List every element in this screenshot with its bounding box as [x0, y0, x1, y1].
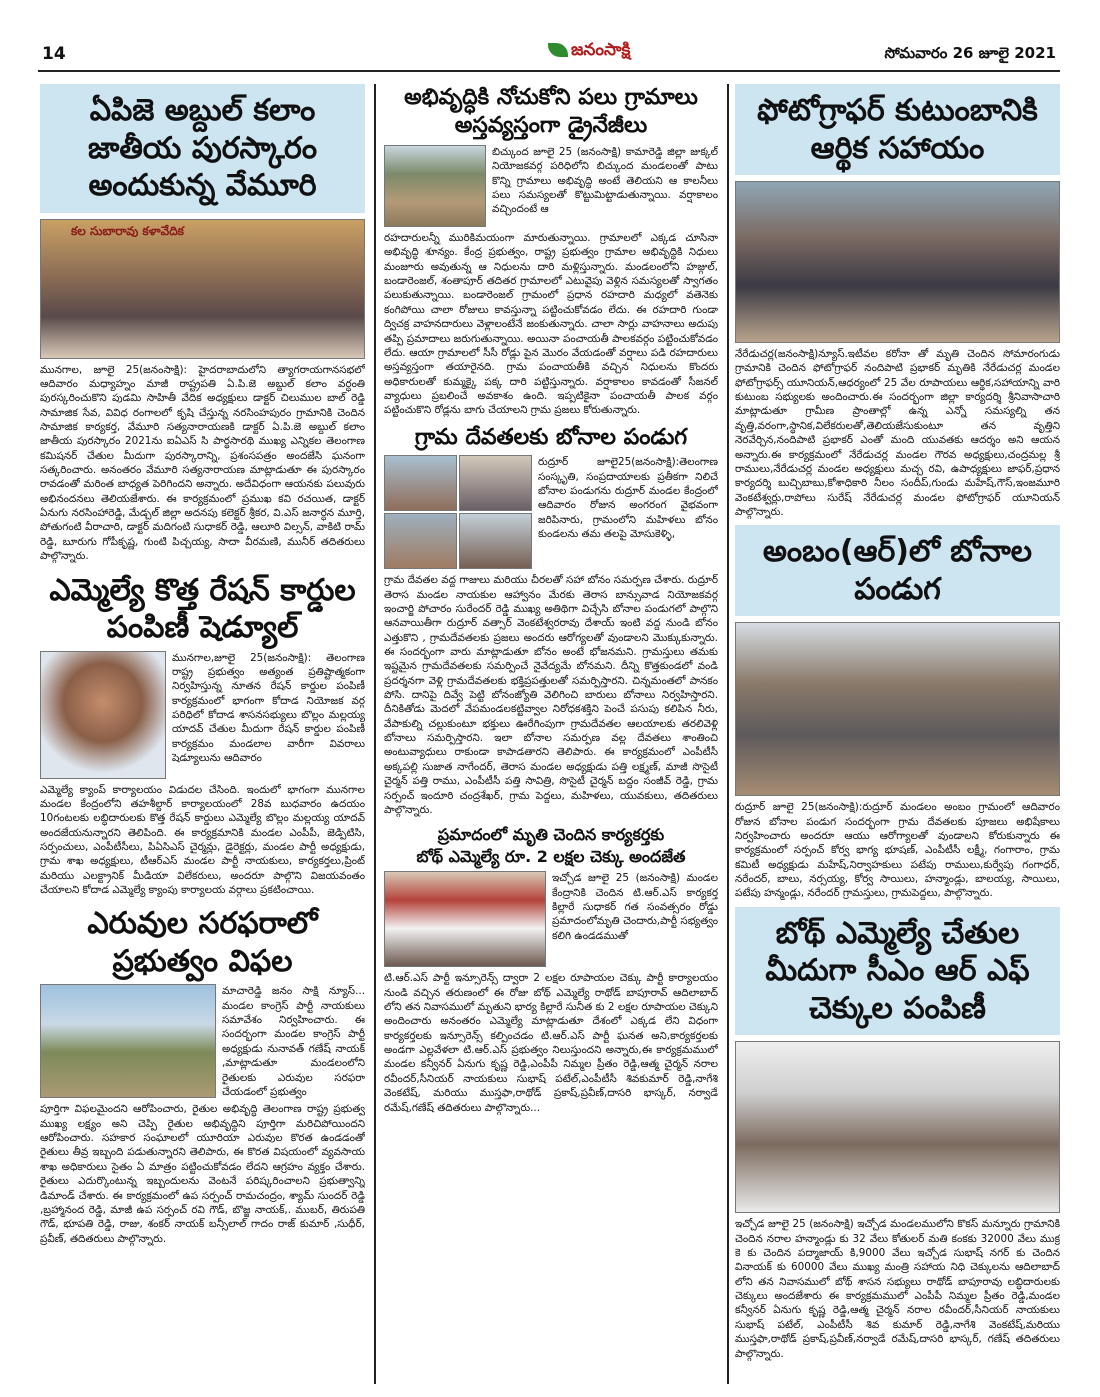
column-divider — [374, 84, 376, 1384]
headline-accident-cheque-1: ప్రమాదంలో మృతి చెందిన కార్యకర్తకు — [437, 825, 665, 845]
column-divider — [727, 84, 729, 1384]
headline-kalam-award: ఏపిజె అబ్దుల్ కలాం జాతీయ పురస్కారం అందుకున్న వేమూరి — [40, 84, 365, 213]
article-accident-cheque-intro: ఇచ్చోడ జూలై 25 (జనంసాక్షి) మండల కేంద్రానికి చెందిన టి.ఆర్.ఎస్ కార్యకర్త కిల్లారే సుధాకర్ గత సంవత్సరం రోడ్డు ప్రమాదంలోమృతి చెందారు,పార్టీ సభ్యత్వం కలిగి ఉండడముతో — [552, 872, 718, 942]
column-right — [735, 84, 1060, 1389]
masthead-title: జనంసాక్షి — [571, 40, 631, 60]
article-kalam-award: మునగాల, జూలై 25(జనంసాక్షి): హైదరాబాదులోని త్యాగరాయగానసభలో ఆదివారం మధ్యాహ్నం మాజీ రాష్ట్రపతి ఏ.పి.జె అబ్దుల్ కలాం వర్ధంతి పురస్కరించుకొని పుడమి సాహితీ వేదిక అధ్యక్షులు డాక్టర్ చిలుముల బాల్ రెడ్డి సామాజిక సేవ, వివిధ రంగాలలో కృషి చేస్తున్న నరసింహపురం గ్రామానికి చెందిన సామాజిక కార్యకర్త, వేమూరి సత్యనారాయణకి డాక్టర్ ఏ.పి.జె అబ్దుల్ కలాం జాతీయ పురస్కారం 2021ను ఐఏఎస్ సి పార్థసారథి ముఖ్య ఎన్నికల తెలంగాణ కమిషనర్ చేతుల మీదుగా పురస్కారాన్ని, ప్రశంసపత్రం అందజేసి ఘనంగా సత్కరించారు. అనంతరం వేమూరి సత్యనారాయణ మాట్లాడుతూ ఈ పురస్కారం రావడంతో మరింత బాధ్యత పెరిగిందని అన్నారు. అదేవిధంగా ఆయనకు పలువురు అభినందనలు తెలియజేశారు. ఈ కార్యక్రమంలో ప్రముఖ కవి రచయిత, డాక్టర్ ఏనుగు నరసింహారెడ్డి, మేడ్చల్ జిల్లా అదనపు కలెక్టర్ శ్రీకర, వి.ఎస్ జనార్ధన మూర్తి, పోతుగంటి వీరాచారి, డాక్టర్ మదిగంటి సుధాకర్ రెడ్డి, ఆలూరి విల్సన్, వాకిటి రామ్ రెడ్డి, బూరుగు గోపీకృష్ణ, గుంటి పిచ్చయ్య, సాదా వీరమణి, మునీర్ తదితరులు పాల్గొన్నారు. — [40, 363, 365, 563]
photo-congress-meeting — [40, 984, 216, 1098]
headline-accident-cheque-2: బోథ్ ఎమ్మెల్యే రూ. 2 లక్షల చెక్కు అందజేత — [416, 847, 686, 867]
photo-bonalu-2 — [459, 455, 532, 511]
article-ambam-bonalu: రుద్రూర్ జూలై 25(జనంసాక్షి):రుద్రూర్ మండలం అంబం గ్రామంలో ఆదివారం రోజున బోనాల పండుగ సందర్భంగా గ్రామ దేవతలకు పూజలు అభిషేకాలు నిర్వహించారు అందరూ ఆయు ఆరోగ్యాలతో వుండాలని కోరుకున్నారు ఈ కార్యక్రమంలో సర్పంచ్ కోర్వ భాగ్య భూషణ్, ఎంపీటీసీ లక్ష్మీ, గంగారాం, గ్రామ కమిటీ అధ్యక్షుడు మహేష్,నిర్వాహకులు పటేపు రాములు,కుర్వేపు గంగాధర్, నరేందర్, బాలు, నర్సయ్య, కోర్వ సాయిలు, హన్మాండ్లు, బాలయ్య, సాయిలు, పటేపు హన్మండ్లు, నరేందర్ గ్రామస్తులు, గ్రామపెద్దలు, పాల్గొన్నారు. — [735, 801, 1060, 900]
photo-cmrf-cheques — [735, 1041, 1060, 1213]
page-date: సోమవారం 26 జూలై 2021 — [884, 44, 1056, 62]
article-fertilizer: పూర్తిగా విఫలమైందని ఆరోపించారు, రైతుల అభివృద్ధి తెలంగాణ రాష్ట్ర ప్రభుత్వ ముఖ్య లక్ష్యం అని చెప్పి రైతుల అభివృద్ధిని పూర్తిగా మరిచిపోయిందని ఆరోపించారు. సహకార సంఘాలలో యూరియా ఎరువుల కొరత ఉండడంతో రైతులు తీవ్ర ఇబ్బంది పడుతున్నారని తెలిపారు, ఈ కొరత విషయంలో వ్యవసాయ శాఖ అధికారులు సైతం ఏ మాత్రం పట్టించుకోవడం లేదని ఆగ్రహం వ్యక్తం చేశారు. రైతులు ఎదుర్కొంటున్న ఇబ్బందులను వెంటనే పరిష్కరించాలని ప్రభుత్వాన్ని డిమాండ్ చేశారు. ఈ కార్యక్రమంలో ఉప సర్పంచ్ రామచంద్రం, శ్యామ్ సుందర్ రెడ్డి ,బ్రహ్మానంద రెడ్డి, మాజీ ఉప సర్పంచ్ రవి గౌడ్, బొజ్జ నాయక్,. ముబర్, తిరుపతి గౌడ్, భూపతి రెడ్డి, రాజు, శంకర్ నాయక్ బన్సీలాల్ గాదం రాజ్ కుమార్ ,సుధీర్, ప్రవీణ్, తదితరులు పాల్గొన్నారు. — [40, 1103, 365, 1245]
column-middle — [384, 84, 718, 1389]
photo-bonalu-3 — [384, 513, 457, 569]
column-left — [40, 84, 365, 1389]
headline-cmrf-cheques: బోథ్ ఎమ్మెల్యే చేతుల మీదుగా సీఎం ఆర్ ఎఫ్ చెక్కుల పంపిణీ — [735, 907, 1060, 1036]
headline-ration-cards: ఎమ్మెల్యే కొత్త రేషన్ కార్డుల పంపిణీ షెడ్యూల్ — [49, 572, 356, 646]
article-ration-cards-intro: మునగాల,జూలై 25(జనంసాక్షి): తెలంగాణ రాష్ట్ర ప్రభుత్వం అత్యంత ప్రతిష్టాత్మకంగా నిర్వహిస్తున్న నూతన రేషన్ కార్డుల పంపిణీ కార్యక్రమంలో భాగంగా కోదాడ నియోజక వర్గ పరిధిలో కోదాడ శాసనసభ్యులు బొల్లం మల్లయ్య యాదవ్ చేతుల మీదుగా రేషన్ కార్డుల పంపిణీ కార్యక్రమం మండలాల వారీగా వివరాలు షెడ్యూలును ఆదివారం — [172, 651, 365, 765]
headline-fertilizer-supply: ఎరువుల సరఫరాలో ప్రభుత్వం విఫల — [87, 906, 318, 979]
leaf-logo-icon — [548, 43, 568, 57]
page-header — [38, 40, 1060, 72]
photo-bonalu-1 — [384, 455, 457, 511]
article-ration-cards: ఎమ్మెల్యే క్యాంప్ కార్యాలయం విడుదల చేసింది. ఇందులో భాగంగా మునగాల మండల కేంద్రంలోని తహశీల్దార్ కార్యాలయంలో 28వ బుధవారం ఉదయం 10గంటలకు లబ్ధిదారులకు కొత్త రేషన్ కార్డులు ఎమ్మెల్యే బొల్లం మల్లయ్య యాదవ్ అందజేయనున్నారని తెలిపింది. ఈ కార్యక్రమానికి మండల ఎంపీపీ, జెడ్పిటిసి, సర్పంచులు, ఎంపీటీసీలు, పిఏసిఎస్ చైర్మన్లు, డైరెక్టర్లు, మండల పార్టీ అధ్యక్షుడు, గ్రామ శాఖ అధ్యక్షులు, టీఆర్ఎస్ మండల పార్టీ నాయకులు, కార్యకర్తలు,ప్రింట్ మరియు ఎలక్ట్రానిక్ మీడియా విలేకరులు, అందరూ పాల్గొని విజయవంతం చేయాలని కోదాడ ఎమ్మెల్యే క్యాంపు కార్యాలయ వర్గాలు ప్రకటించాయి. — [40, 783, 365, 897]
article-accident-cheque: టి.ఆర్.ఎస్ పార్టీ ఇన్సూరెన్స్ ద్వారా 2 లక్షల రూపాయల చెక్కు పార్టీ కార్యాలయం నుండి వచ్చిన తరుణంలో ఈ రోజు బోథ్ ఎమ్మెల్యే రాథోడ్ బాపూరావ్ ఆదిలాబాద్ లోని తన నివాసములో మృతుని భార్య కిల్లారే సునీత కు 2 లక్షల రూపాయల చెక్కుని అందించారు అనంతరం ఎమ్మెల్యే మాట్లాడుతూ దేశంలో ఎక్కడ లేని విధంగా కార్యకర్తలకు ఇన్సూరెన్స్ కల్పించడం టి.ఆర్.ఎస్ పార్టీ ఘనత అని,కార్యకర్తలకు అండగా ఎల్లవేళలా టి.ఆర్.ఎస్ ప్రభుత్వం నిలుస్తుందని అన్నారు,ఈ కార్యక్రమములో మండల కన్వీనర్ ఏనుగు కృష్ణ రెడ్డి,ఎంపీపీ నిమ్మల ప్రీతం రెడ్డి,ఆత్మ చైర్మన్ నరాల రవీందర్,సీనియర్ నాయకులు సుభాష్ పటేల్,ఎంపీటీసీ శివకుమార్ రెడ్డి,నాగేశి వెంకటేష్, మరియు ముస్తఫా,రాథోడ్ ప్రకాష్,ప్రవీణ్,దాసరి భాస్కర్, నర్వాడే రమేష్,గణేష్ తదితరులు పాల్గొన్నారు... — [384, 972, 718, 1114]
article-bonalu: గ్రామ దేవతల వద్ద గాజులు మరియు చీరలతో సహా బోనం సమర్పణ చేశారు. రుద్రూర్ తెరాస మండల నాయకుల ఆహ్వానం మేరకు తెరాస బాన్సువాడ నియోజకవర్గ ఇంచార్జి పోచారం సురేందర్ రెడ్డి ముఖ్య అతిథిగా విచ్చేసి బోనాల పండుగలో పాల్గొని ఆనవాయితీగా రుద్రూర్ వత్సార్ వెంకటేశ్వరరావు దేశాయ్ ఇంటి వద్ద నుండి బోనం ఎత్తుకొని , గ్రామదేవతలకు ప్రజలు అందరు ఆరోగ్యలతో వుండాలని మొక్కుకున్నారు. ఈ సందర్భంగా వారు మాట్లాడుతూ బోనం అంటే భోజనమని. గ్రామస్తులు తమకు ఇష్టమైన గ్రామదేవతలకు సమర్పించే నైవేద్యమే బోనమని. దీన్ని కొత్తకుండలో వండి ప్రదర్శనగా వెళ్లి గ్రామదేవతలకు భక్తిప్రపత్తులతో సమర్పిస్తారని. చిన్నమంతలో పానకం పోసి. దానిపై దివ్వే పెట్టి బోనంజ్యోతి వెలిగించి బారులు బోనాలు నిర్వహిస్తారని. దీనికితోడు మెదలో వేపమండలకట్టివ్వాల నిరోధకశక్తిని పెంచే పసుపు కలిపిన నీరు, వేపాకుల్ని చల్లుకుంటూ భక్తులు ఊరేగింపుగా గ్రామదేవతల ఆలయాలకు తరలివెళ్లి బోనాలు సమర్పిస్తారని. ఇలా బోనాల సమర్పణ వల్ల దేవతలు శాంతించి అంటువ్యాధులు రాకుండా కాపాడతారని తెలిపారు. ఈ కార్యక్రమంలో ఎంపీటీసీ అక్కపల్లి సుజాత నాగేందర్, తెరాస మండల అధ్యక్షుడు పత్తి లక్ష్మణ్, మాజీ సొసైటీ చైర్మన్ పత్తి రాము, ఎంపీటీసీ పత్తి సావిత్రి, సొసైటీ చైర్మన్ బద్దం సంజీవ్ రెడ్డి, గ్రామ సర్పంచ్ ఇందూరి చంద్రశేఖర్, గ్రామ పెద్దలు, మహిళలు, యువకులు, తదితరులు పాల్గొన్నారు. — [384, 574, 718, 816]
headline-bonalu-festival: గ్రామ దేవతలకు బోనాల పండుగ — [414, 424, 688, 450]
article-drainage-intro: బిచ్కుంద జూలై 25 (జనంసాక్షి) కామారెడ్డి జిల్లా జుక్కల్ నియోజకవర్గ పరిధిలోని బిచ్కుంద మండలంతో పాటు కొన్ని గ్రామాలు అభివృద్ధి అంటే తెలియని ఆ కాలనీలు పలు సమస్యలతో కొట్టుమిట్టాడుతున్నాయి. వర్షాకాలం వచ్చిందంటే ఆ — [492, 146, 718, 216]
headline-drainage: అభివృద్ధికి నోచుకోని పలు గ్రామాలు అస్తవ్యస్తంగా డ్రైనేజీలు — [404, 85, 698, 138]
headline-ambam-bonalu: అంబం(ఆర్)లో బోనాల పండుగ — [735, 525, 1060, 616]
photo-drainage — [384, 145, 486, 227]
photo-bonalu-4 — [459, 513, 532, 569]
masthead — [548, 40, 630, 64]
article-fertilizer-intro: మాచారెడ్డి జనం సాక్షి న్యూస్... మండల కాంగ్రెస్ పార్టీ నాయకులు సమావేశం నిర్వహించారు. ఈ సందర్భంగా మండల కాంగ్రెస్ పార్టీ అధ్యక్షుడు నునావత్ గణేష్ నాయక్ ,మాట్లాడుతూ మండలంలోని రైతులకు ఎరువుల సరఫరా చేయడంలో ప్రభుత్వం — [222, 985, 365, 1098]
photo-ambam-bonalu — [735, 622, 1060, 796]
photo-cheque-handover — [384, 871, 546, 967]
photo-mla-portrait — [40, 651, 166, 779]
headline-photographer-aid: ఫోటోగ్రాఫర్ కుటుంబానికి ఆర్థిక సహాయం — [735, 84, 1060, 175]
photo-award-ceremony — [40, 219, 365, 359]
photo-banner-text: కల సుబారావు కళావేదిక — [71, 223, 184, 238]
photo-group-bonalu — [384, 455, 532, 569]
page-number: 14 — [42, 44, 66, 64]
article-photographer-aid: నేరేడుచర్ల(జనంసాక్షి)న్యూస్.ఇటీవల కరోనా తో మృతి చెందిన సోమారంగుడు గ్రామానికి చెందిన ఫోటోగ్రాఫర్ నందిపాటి ప్రభాకర్ మృతికి నేరేడుచర్ల మండల ఫోటోగ్రాఫర్స్ యూనియన్,ఆధర్యంలో 25 వేల రూపాయలు ఆర్థిక,సహాయాన్ని వారి కుటుంబ సభ్యులకు అందించారు.ఈ సందర్భంగా జిల్లా కార్యదర్శి శ్రీనివాసాచారి మాట్లాడుతూ గ్రామీణ ప్రాంతాల్లో ఉన్న ఎన్నో సమస్యల్ని తన వృత్తి,వరంగా,స్థానిక,విలేకరులతో,తెలియజేసుకుంటూ తన వృత్తిని నెరవేర్చిన,నందిపాటి ప్రభాకర్ ఎంతో మంది యువతకు ఆదర్శం అని ఆయన అన్నారు.ఈ కార్యక్రమంలో నేరేడుచర్ల మండల గౌరవ అధ్యక్షులు,చంద్రమల్ల శ్రీ రాములు,నేరేడుచర్ల మండల అధ్యక్షులు మచ్చ రవి, ఉపాధ్యక్షులు జాఫర్,ప్రధాన కార్యదర్శి బుచ్చిబాబు,కోశాధికారి నీలం సందీప్,గుండు మహేష్,గౌస్,ఇంజమూరి వెంకటేశ్వర్లు,రాపోలు సురేష్ నేరేడుచర్ల మండల ఫోటోగ్రాఫర్ యూనియన్ పాల్గొన్నారు. — [735, 348, 1060, 518]
photo-photographer-tribute — [735, 181, 1060, 343]
article-cmrf-cheques: ఇచ్చోడ జూలై 25 (జనంసాక్షి) ఇచ్చోడ మండలములోని కొకస్ మన్నూరు గ్రామానికి చెందిన నరాల హన్మాండ్లు కు 32 వేలు కోతులర్ మతి కంకకు 32000 వేలు ముక్ర కె కు చెందిన పద్మాజాయ్ కి,9000 వేలు ఇచ్చోడ సుభాష్ నగర్ కు చెందిన వినాయక్ కు 60000 వేలు ముఖ్య మంత్రి సహాయ నిధి చెక్కులను ఆదిలాబాద్ లోని తన నివాసములో బోథ్ శాసన సభ్యులు రాథోడ్ బాపూరావు లబ్ధిదారులకు చెక్కులు అందజేశారు ఈ కార్యక్రమములో ఎంపీపీ నిమ్మల ప్రీతం రెడ్డి,మండల కన్వీనర్ ఏనుగు కృష్ణ రెడ్డి,ఆత్మ చైర్మన్ నరాల రవీందర్,సీనియర్ నాయకులు సుభాష్ పటేల్, ఎంపీటీసీ శివ కుమార్ రెడ్డి,నాగేశి వెంకటేష్,మరియు ముస్తఫా,రాథోడ్ ప్రకాష్,ప్రవీణ్,నర్వాడే రమేష్,దాసరి భాస్కర్, గణేష్ తదితరులు పాల్గొన్నారు. — [735, 1218, 1060, 1360]
article-drainage: రహదారులన్నీ మురికిమయంగా మారుతున్నాయి. గ్రామాలలో ఎక్కడ చూసినా అభివృద్ధి శూన్యం. కేంద్ర ప్రభుత్వం, రాష్ట్ర ప్రభుత్వం గ్రామాల అభివృద్ధికి నిధులు మంజూరు అవుతున్న ఆ నిధులను దారి మళ్లిస్తున్నారు. మండలంలోని హజ్గుల్, బండారెంజల్, శంతాపూర్ తదితర గ్రామాలలో ఎటువైపు వెళ్లిన సమస్యలతో స్వాగతం పలుకుతున్నాయి. బండారెంజల్ గ్రామంలో ప్రధాన రహదారి మధ్యలో వతెనెకు కంగిపోయి చాలా రోజులు కావస్తున్నా పట్టించుకోవడం లేదు. ఈ రహదారి గుండా ద్విచక్ర వాహనదారులు వెళ్లాలంటేనే జంకుతున్నారు. చాలా సార్లు వాహనాలు అదుపు తప్పి ప్రమాదాలు జరుగుతున్నాయి. అయినా పంచాయతీ పాలకవర్గం పట్టించుకోవడం లేదు. ఆయా గ్రామాలలో సీసీ రోడ్లు పైన మొరం వేయడంతో వర్షాలు పడి రహదారులు అస్తవ్యస్తంగా తయారైనది. గ్రామ పంచాయతీకి వచ్చిన నిధులను కొందరు అధికారులతో కుమ్మక్కై పక్క దారి పట్టిస్తున్నారు. వర్షాకాలం కావడంతో సీజనల్ వ్యాధులు ప్రబలించే అవకాశం ఉంది. ఇప్పటికైనా పంచాయతీ పాలక వర్గం పట్టించుకొని రోడ్లను బాగు చేయాలని గ్రామ ప్రజలు కోరుతున్నారు. — [384, 232, 718, 417]
article-bonalu-intro: రుద్రూర్ జూలై25(జనంసాక్షి):తెలంగాణ సంస్కృతి, సంప్రదాయాలకు ప్రతీకగా నిలిచే బోనాల పండుగను రుద్రూర్ మండల కేంద్రంలో ఆదివారం రోజున అంగరంగ వైభవంగా జరిపినారు, గ్రామంలోని మహిళలు బోనం కుండలను తమ తలపై మోసుకెళ్ళి, — [538, 456, 718, 540]
